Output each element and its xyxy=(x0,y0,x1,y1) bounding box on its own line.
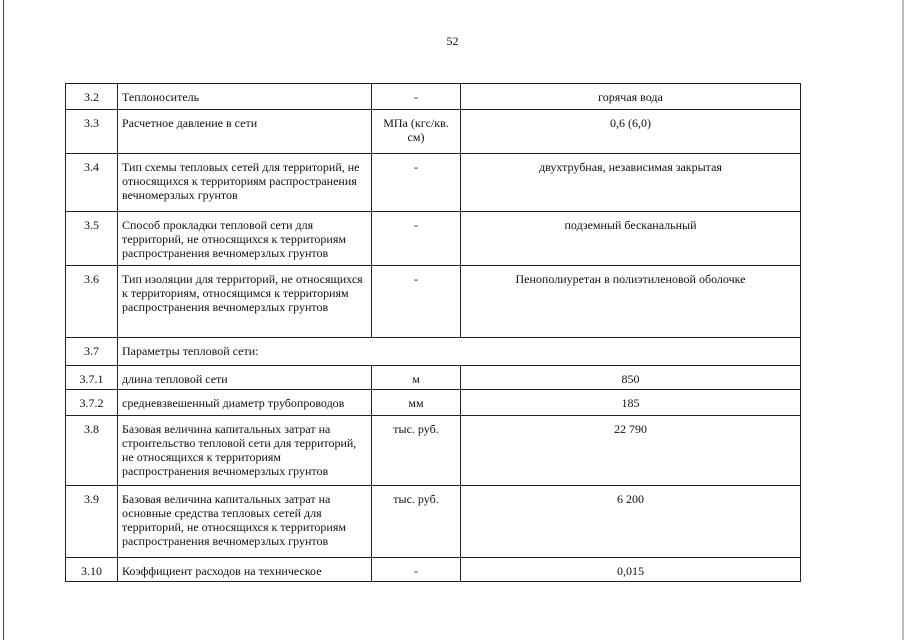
row-unit: МПа (кгс/кв. см) xyxy=(372,110,461,154)
row-number: 3.7 xyxy=(66,338,118,366)
row-unit: - xyxy=(372,212,461,266)
row-unit: тыс. руб. xyxy=(372,486,461,558)
row-parameter: Коэффициент расходов на техническое xyxy=(118,558,372,582)
row-unit: тыс. руб. xyxy=(372,416,461,486)
parameters-table xyxy=(65,83,801,582)
row-number: 3.7.1 xyxy=(66,366,118,390)
row-number: 3.4 xyxy=(66,154,118,212)
row-unit: - xyxy=(372,84,461,110)
row-parameter: Базовая величина капитальных затрат на основные средства тепловых сетей для территорий, не относящихся к территориям распространения вечномерзлых грунтов xyxy=(118,486,372,558)
row-value: 185 xyxy=(461,390,801,416)
row-parameter: Тип схемы тепловых сетей для территорий, не относящихся к территориям распространения вечномерзлых грунтов xyxy=(118,154,372,212)
row-unit: - xyxy=(372,266,461,338)
row-unit: - xyxy=(372,154,461,212)
row-number: 3.3 xyxy=(66,110,118,154)
table-row xyxy=(66,416,801,486)
row-value: 6 200 xyxy=(461,486,801,558)
scan-right-edge xyxy=(902,0,904,640)
row-number: 3.6 xyxy=(66,266,118,338)
table-row xyxy=(66,390,801,416)
row-value: горячая вода xyxy=(461,84,801,110)
row-number: 3.8 xyxy=(66,416,118,486)
table-row xyxy=(66,212,801,266)
row-parameter: Тип изоляции для территорий, не относящихся к территориям, относящимся к территориям распространения вечномерзлых грунтов xyxy=(118,266,372,338)
row-value: двухтрубная, независимая закрытая xyxy=(461,154,801,212)
table-row xyxy=(66,84,801,110)
row-parameter: Расчетное давление в сети xyxy=(118,110,372,154)
table-row xyxy=(66,266,801,338)
row-number: 3.10 xyxy=(66,558,118,582)
table-row xyxy=(66,558,801,582)
row-unit: - xyxy=(372,558,461,582)
row-unit: м xyxy=(372,366,461,390)
row-parameter: средневзвешенный диаметр трубопроводов xyxy=(118,390,372,416)
row-value: 0,015 xyxy=(461,558,801,582)
row-value: подземный бесканальный xyxy=(461,212,801,266)
row-number: 3.5 xyxy=(66,212,118,266)
row-value: 0,6 (6,0) xyxy=(461,110,801,154)
row-parameter-group: Параметры тепловой сети: xyxy=(118,338,801,366)
table-row xyxy=(66,110,801,154)
row-parameter: длина тепловой сети xyxy=(118,366,372,390)
row-number: 3.7.2 xyxy=(66,390,118,416)
table-row xyxy=(66,366,801,390)
row-unit: мм xyxy=(372,390,461,416)
table-row xyxy=(66,486,801,558)
scan-left-edge xyxy=(3,0,4,640)
row-parameter: Теплоноситель xyxy=(118,84,372,110)
row-number: 3.2 xyxy=(66,84,118,110)
page-number: 52 xyxy=(446,34,459,48)
table-row xyxy=(66,338,801,366)
row-number: 3.9 xyxy=(66,486,118,558)
row-value: Пенополиуретан в полиэтиленовой оболочке xyxy=(461,266,801,338)
row-value: 850 xyxy=(461,366,801,390)
row-parameter: Способ прокладки тепловой сети для территорий, не относящихся к территориям распространения вечномерзлых грунтов xyxy=(118,212,372,266)
row-parameter: Базовая величина капитальных затрат на строительство тепловой сети для территорий, не относящихся к территориям распространения вечномерзлых грунтов xyxy=(118,416,372,486)
table-row xyxy=(66,154,801,212)
row-value: 22 790 xyxy=(461,416,801,486)
